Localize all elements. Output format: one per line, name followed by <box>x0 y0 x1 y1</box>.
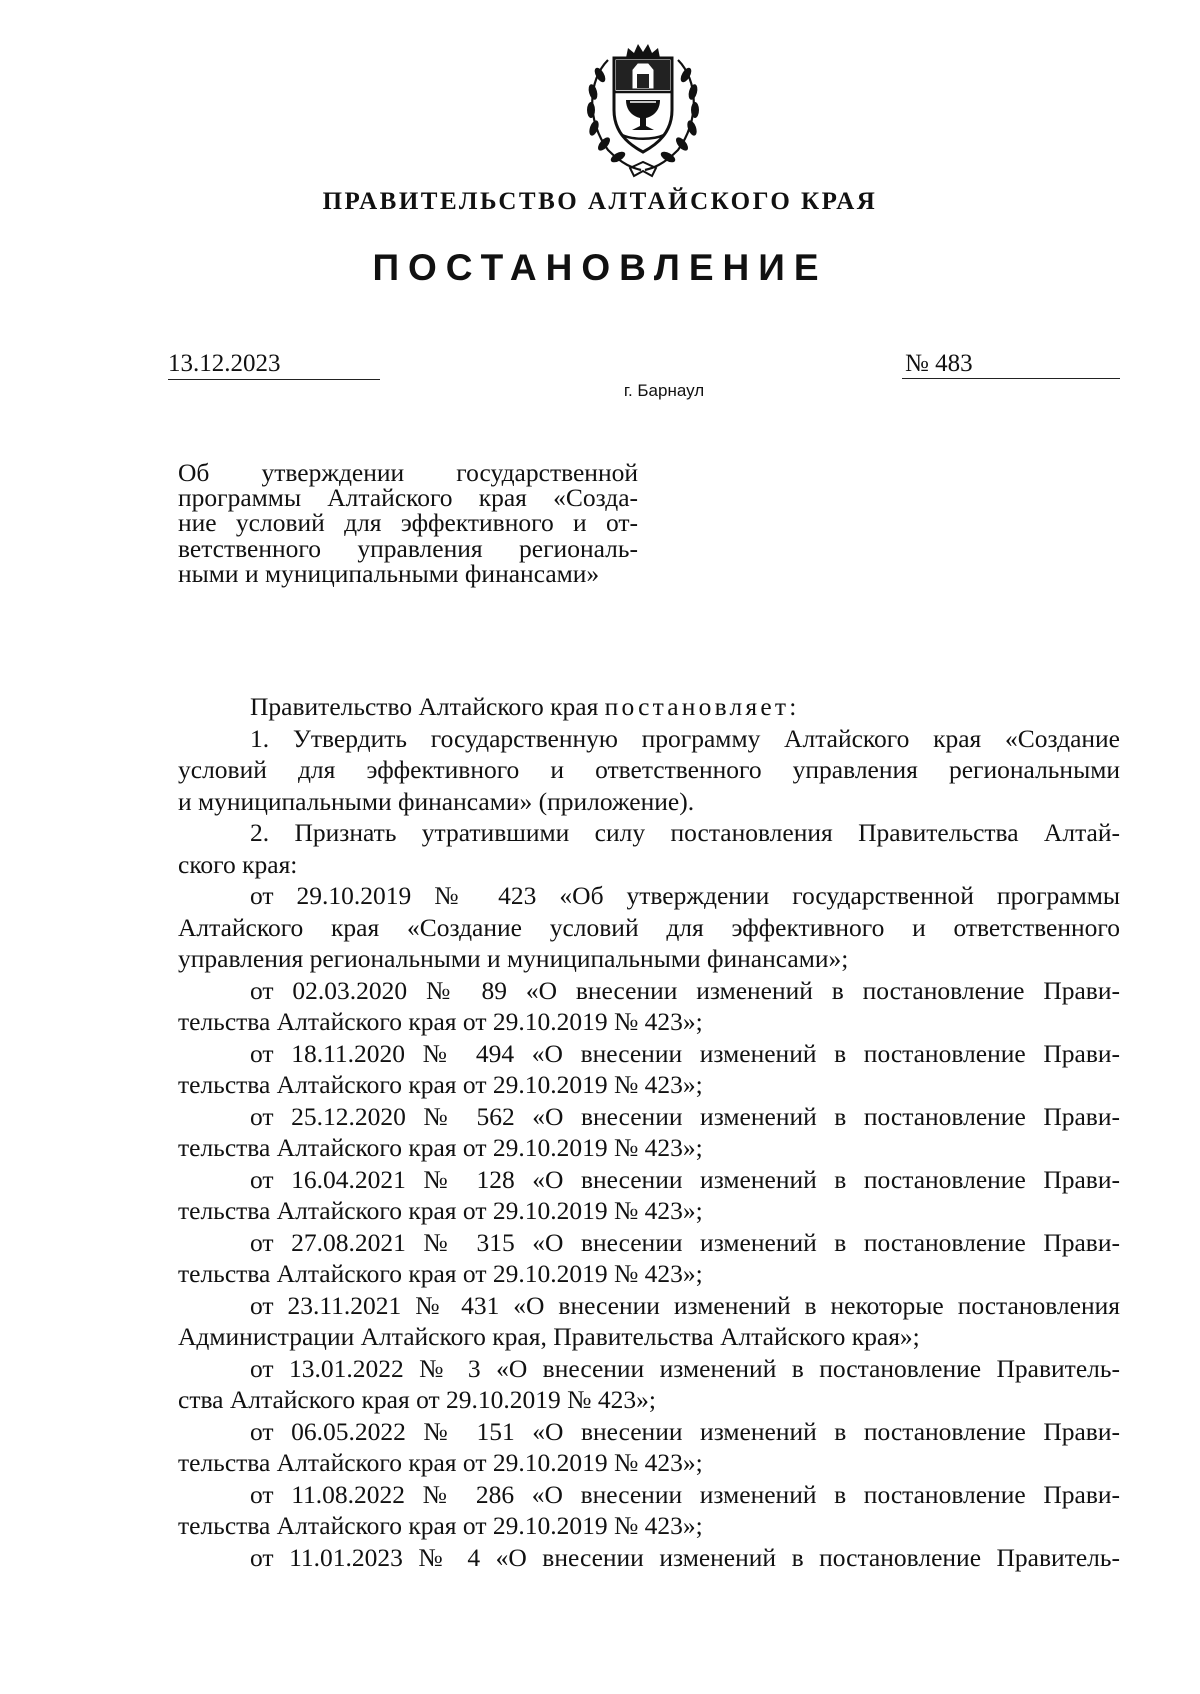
body-line: управления региональными и муниципальными финансами»; <box>178 944 849 973</box>
body-line: от 13.01.2022 № 3 «О внесении изменений в постановление Правитель- <box>250 1353 1120 1383</box>
body-line: Администрации Алтайского края, Правительства Алтайского края»; <box>178 1322 920 1351</box>
lead-keyword: постановляет <box>604 692 790 721</box>
body-line: тельства Алтайского края от 29.10.2019 № 423»; <box>178 1511 703 1540</box>
document-city: г. Барнаул <box>623 381 705 400</box>
number-underline <box>902 378 1120 379</box>
document-type: ПОСТАНОВЛЕНИЕ <box>372 247 828 288</box>
body-line: от 25.12.2020 № 562 «О внесении изменений в постановление Прави- <box>250 1101 1120 1131</box>
body-line: условий для эффективного и ответственного управления региональными <box>178 755 1120 784</box>
subject-line: программы Алтайского края «Созда- <box>178 483 638 513</box>
body-line: тельства Алтайского края от 29.10.2019 № 423»; <box>178 1448 703 1477</box>
body-line: от 16.04.2021 № 128 «О внесении изменений в постановление Прави- <box>250 1164 1120 1194</box>
subject-line: ными и муниципальными финансами» <box>178 558 600 588</box>
body-line: ского края: <box>178 849 298 879</box>
document-number: № 483 <box>905 350 973 377</box>
body-line: тельства Алтайского края от 29.10.2019 № 423»; <box>178 1070 703 1099</box>
lead-line <box>178 691 1120 723</box>
body-line: тельства Алтайского края от 29.10.2019 № 423»; <box>178 1133 703 1162</box>
body-line: 2. Признать утратившими силу постановления Правительства Алтай- <box>250 818 1120 847</box>
date-underline <box>168 379 380 380</box>
document-body <box>178 691 1120 1573</box>
body-line: 1. Утвердить государственную программу Алтайского края «Создание <box>250 723 1120 753</box>
body-line: от 23.11.2021 № 431 «О внесении изменений в некоторые постановления <box>250 1290 1120 1320</box>
government-name: ПРАВИТЕЛЬСТВО АЛТАЙСКОГО КРАЯ <box>322 188 878 215</box>
body-line: от 06.05.2022 № 151 «О внесении изменений в постановление Прави- <box>250 1416 1120 1446</box>
body-line: тельства Алтайского края от 29.10.2019 № 423»; <box>178 1259 703 1288</box>
document-subject <box>178 460 638 586</box>
body-line: Алтайского края «Создание условий для эффективного и ответственного <box>178 912 1120 942</box>
body-line: от 11.01.2023 № 4 «О внесении изменений в постановление Правитель- <box>250 1542 1120 1572</box>
subject-line: Об утверждении государственной <box>178 458 638 487</box>
body-line: от 11.08.2022 № 286 «О внесении изменений в постановление Прави- <box>250 1479 1120 1509</box>
body-line: от 18.11.2020 № 494 «О внесении изменений в постановление Прави- <box>250 1038 1120 1068</box>
altai-krai-coat-of-arms-icon <box>578 40 708 178</box>
lead-prefix: Правительство Алтайского края <box>250 692 605 721</box>
body-line: ства Алтайского края от 29.10.2019 № 423»; <box>178 1385 656 1414</box>
subject-line: ветственного управления региональ- <box>178 533 638 563</box>
body-line: тельства Алтайского края от 29.10.2019 № 423»; <box>178 1007 703 1036</box>
body-line: и муниципальными финансами» (приложение). <box>178 786 695 816</box>
body-line: от 02.03.2020 № 89 «О внесении изменений в постановление Прави- <box>250 975 1120 1005</box>
subject-line: ние условий для эффективного и от- <box>178 508 638 538</box>
body-line: от 29.10.2019 № 423 «Об утверждении государственной программы <box>250 881 1120 910</box>
body-line: тельства Алтайского края от 29.10.2019 № 423»; <box>178 1196 703 1225</box>
body-line: от 27.08.2021 № 315 «О внесении изменений в постановление Прави- <box>250 1227 1120 1257</box>
document-date: 13.12.2023 <box>168 350 281 377</box>
lead-suffix: : <box>789 692 797 721</box>
